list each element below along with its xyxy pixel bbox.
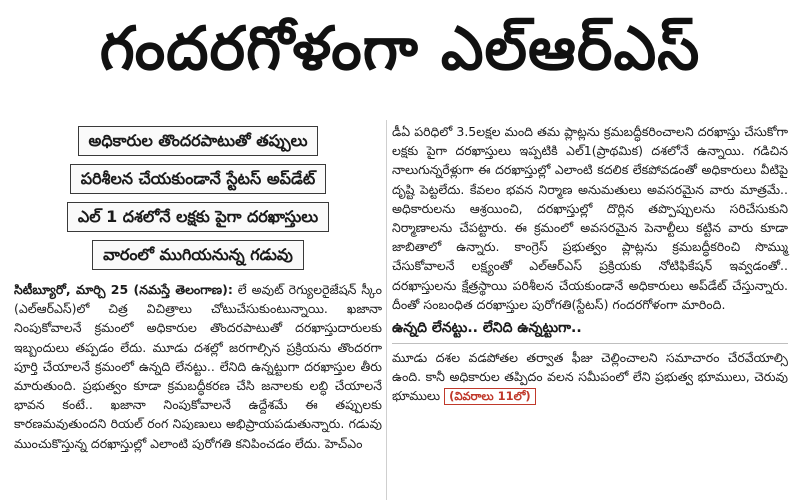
left-body-paragraph: [14, 280, 382, 453]
left-column: [14, 122, 382, 500]
continued-badge: (వివరాలు 11లో): [444, 388, 536, 405]
headline: గందరగోళంగా ఎల్‌ఆర్‌ఎస్‌: [99, 14, 701, 84]
crosshead: ఉన్నది లేనట్టు.. లేనిది ఉన్నట్టుగా..: [392, 320, 788, 344]
dateline: సిటీబ్యూరో, మార్చి 25 (నమస్తే తెలంగాణ):: [14, 282, 233, 297]
subhead-1: అధికారుల తొందరపాటుతో తప్పులు: [78, 126, 319, 156]
column-divider: [386, 120, 387, 500]
right-paragraph-2: [392, 348, 788, 406]
right-paragraph-1: డీఏ పరిధిలో 3.5లక్షల మంది తమ ప్లాట్లను క్రమబద్ధీకరించాలని దరఖాస్తు చేసుకోగా లక్షకు పైగా దరఖాస్తులు ఇప్పటికి ఎల్‌1(ప్రాథమిక) దశలోనే ఉన్నాయి. గడిచిన నాలుగున్నరేళ్లుగా ఈ దరఖాస్తుల్లో ఎలాంటి కదలిక లేకపోవడంతో అధికారులు వీటిపై దృష్టి పెట్టలేదు. కేవలం భవన నిర్మాణ అనుమతులు అవసరమైన వారు మాత్రమే.. అధికారులను ఆశ్రయించి, దరఖాస్తుల్లో దొర్లిన తప్పొప్పులను సరిచేసుకుని నిర్మాణాలను చేపట్టారు. ఈ క్రమంలో అవసరమైన పెనాల్టీలు కట్టిన వారు కూడా జాబితాలో ఉన్నారు. కాంగ్రెస్‌ ప్రభుత్వం ప్లాట్లను క్రమబద్ధీకరించి సొమ్ము చేసుకోవాలనే లక్ష్యంతో ఎల్‌ఆర్‌ఎస్‌ ప్రక్రియకు నోటిఫికేషన్‌ ఇవ్వడంతో.. దరఖాస్తులను క్షేత్రస్థాయి పరిశీలన చేయకుండానే అధికారులు అప్‌డేట్‌ చేస్తున్నారు. దీంతో సంబంధిత దరఖాస్తుల పురోగతి(స్టేటస్‌) గందరగోళంగా మారింది.: [392, 124, 788, 312]
subhead-4: వారంలో ముగియనున్న గడువు: [92, 240, 304, 270]
subhead-3: ఎల్‌ 1 దశలోనే లక్షకు పైగా దరఖాస్తులు: [67, 202, 329, 232]
left-body-text: లే అవుట్‌ రెగ్యులరైజేషన్‌ స్కీం (ఎల్‌ఆర్‌ఎస్‌)లో చిత్ర విచిత్రాలు చోటుచేసుకుంటున్నాయి. ఖజానా నింపుకోవాలనే క్రమంలో అధికారుల తొందరపాటుతో దరఖాస్తుదారులకు ఇబ్బందులు తప్పడం లేదు. మూడు దశల్లో జరగాల్సిన ప్రక్రియను తొందరగా పూర్తి చేయాలనే క్రమంలో ఉన్నది లేనట్టు.. లేనిది ఉన్నట్టుగా దరఖాస్తుల తీరు మారుతుంది. ప్రభుత్వం కూడా క్రమబద్ధీకరణ చేసి జనాలకు లబ్ధి చేయాలనే భావన కంటే.. ఖజానా నింపుకోవాలనే ఉద్దేశమే ఈ తప్పులకు కారణమవుతుందని రియల్‌ రంగ నిపుణులు అభిప్రాయపడుతున్నారు. గడువు ముంచుకొస్తున్న దరఖాస్తుల్లో ఎలాంటి పురోగతి కనిపించడం లేదు. హెచ్‌ఎం: [14, 282, 382, 451]
subhead-stack: [14, 126, 382, 270]
right-column: [392, 122, 788, 500]
subhead-2: పరిశీలన చేయకుండానే స్టేటస్‌ అప్‌డేట్‌: [70, 164, 326, 194]
right-paragraph-2-text: మూడు దశల వడపోతల తర్వాత ఫీజు చెల్లించాలని సమాచారం చేరవేయాల్సి ఉంది. కానీ అధికారుల తప్పిదం వలన సమీపంలో లేని ప్రభుత్వ భూములు, చెరువు భూములు: [392, 350, 788, 404]
